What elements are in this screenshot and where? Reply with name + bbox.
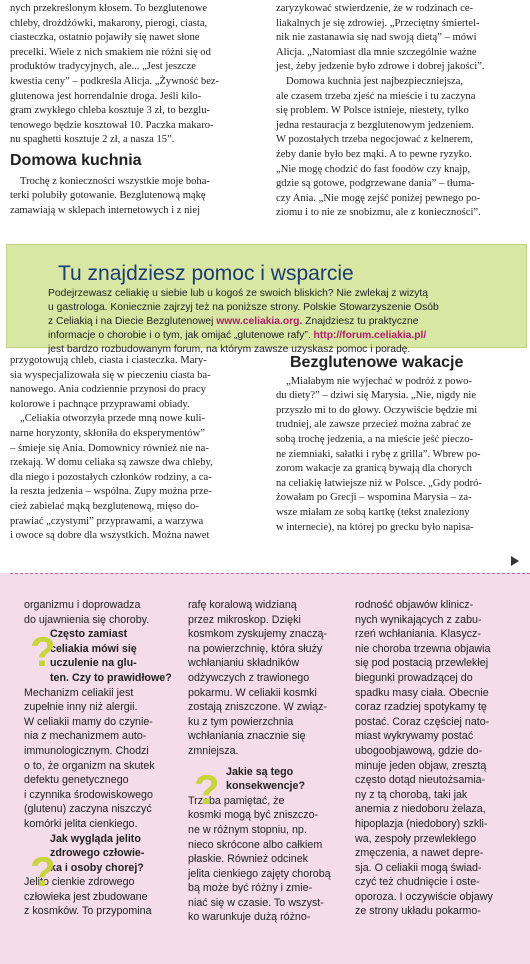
text-line: gdzie są gotowe, podgrzewane dania” – tłuma- (276, 178, 475, 190)
faq-col1-intro (24, 598, 184, 627)
text-line: rodność objawów klinicz- (355, 599, 474, 611)
text-line: zostają zniszczone. W związ- (188, 701, 327, 714)
text-line: z kosmków. To przypomina (24, 905, 152, 918)
text-line: hipoplazja (niedobory) szkli- (355, 817, 488, 830)
text-line: du diety?” – dziwi się Marysia. „Nie, nigdy nie (276, 390, 477, 402)
text-line: często dotąd nieutożsamia- (355, 774, 486, 787)
text-line: się problem. W Polsce istnieje, niestety, tylko (276, 105, 469, 117)
text-line: rafę koralową widzianą (188, 599, 297, 611)
text-line: dla niego i pozostałych członków rodziny, a ca- (10, 471, 212, 483)
top-left-after-heading (10, 175, 262, 219)
answer-3-continued (355, 598, 523, 919)
text-line: czy Ania. „Nie mogę zejść poniżej pewnego po- (276, 192, 481, 204)
text-line: liakalnych je się zdrowiej. „Przeciętny śmiertel- (276, 17, 480, 29)
text-line: o to, że organizm na skutek (24, 759, 155, 772)
help-line-2: u gastrologa. Koniecznie zajrzyj też na poniższe strony. Polskie Stowarzyszenie Osób (48, 302, 439, 313)
text-line: ciasteczka, ostatnio pojawiły się nawet słone (10, 32, 200, 44)
text-line: kosmkom zyskujemy znaczą- (188, 628, 327, 641)
celiakia-org-link[interactable]: www.celiakia.org. (216, 316, 303, 327)
text-line: sobą trochę jedzenia, a na mieście jeść pieczo- (276, 433, 474, 445)
text-line: się pod postacią przewlekłej (355, 657, 489, 670)
text-line: nanowego. Ania codziennie przynosi do pracy (10, 384, 206, 396)
help-line-3: z Celiakią i na Diecie Bezglutenowej www.celiakia.org. Znajdziesz tu praktyczne (48, 316, 419, 327)
text-line: ten. Czy to prawidłowe? (50, 671, 172, 684)
text-line: tenowego będzie kosztował 10. Paczka makaro- (10, 119, 214, 131)
text-line: W pozostałych trzeba negocjować z kelnerem, (276, 134, 473, 146)
text-line: Trochę z konieczności wszystkie moje boha- (20, 175, 210, 187)
text-line: coraz rzadziej spotykamy tę (355, 701, 487, 714)
text-line: W celiakii mamy do czynie- (24, 715, 153, 728)
text-line: ziomu i to nie ze snobizmu, ale z konieczności”. (276, 207, 481, 219)
text-line: ku z tym powierzchnia (188, 715, 294, 728)
text-line: precelki. Wiele z nich smakiem nie różni się od (10, 46, 211, 58)
text-line: nych przekreślonym kłosem. To bezglutenowe (10, 3, 208, 14)
text-line: nu spaghetti kosztuje 2 zł, a nasza 15”. (10, 134, 175, 146)
section-heading-domowa-kuchnia: Domowa kuchnia (10, 151, 142, 169)
section-heading-bezglutenowe-wakacje: Bezglutenowe wakacje (290, 354, 464, 371)
text-line: zdrowego człowie- (50, 847, 145, 860)
text-line: nieco skrócone albo całkiem (188, 838, 323, 851)
text-line: zupełnie inny niż alergii. (24, 701, 138, 714)
text-line: zamawiają w sklepach internetowych i z niej (10, 204, 201, 216)
text-line: żowałam po Grecji – wspomina Marysia – za- (276, 492, 472, 504)
top-left-text (10, 2, 262, 148)
faq-divider (10, 573, 530, 575)
text-line: wsze miałam ze sobą kartkę (tekst znaleziony (276, 506, 470, 518)
text-line: jelita cienkiego zajęty chorobą (188, 867, 331, 880)
text-line: „Nie mogę chodzić do fast foodów czy knajp, (276, 163, 471, 175)
forum-celiakia-link[interactable]: http://forum.celiakia.pl/ (313, 330, 427, 341)
text-line: człowieka jest zbudowane (24, 890, 148, 903)
text-line: chleby, drożdżówki, makarony, pierogi, ciasta, (10, 17, 208, 29)
text-line: jest, żeby jedzenie było zdrowe i dobrej jakości”. (276, 61, 485, 73)
text-line: kolorowe i pachnące przyprawami obiady. (10, 398, 190, 410)
text-line: miast wykrywamy postać (355, 730, 474, 743)
text-line: defektu genetycznego (24, 774, 129, 787)
text-line: w internecie), na której po grecku było napisa- (276, 521, 474, 533)
text-line: ny z tą chorobą, taki jak (355, 788, 468, 801)
text-line: anemia z niedoboru żelaza, (355, 803, 486, 816)
help-box-text (48, 287, 518, 357)
middle-left-column (10, 354, 262, 544)
text-line: rzekają. W domu celiaka są zawsze dwa chleby, (10, 457, 213, 469)
text-line: jedna restauracja z bezglutenowym jedzeniem. (276, 119, 474, 131)
middle-right-column (276, 354, 514, 535)
middle-left-text (10, 354, 262, 544)
top-right-column (276, 2, 522, 221)
text-line: przyszło mi to do głowy. Oczywiście będzie mi (276, 404, 478, 416)
text-line: spadku masy ciała. Obecnie (355, 686, 489, 699)
top-right-text (276, 2, 522, 221)
text-line: immunologicznym. Chodzi (24, 744, 149, 757)
help-line-5: jest bardzo rozbudowanym forum, na którym zawsze uzyskasz pomoc i poradę. (48, 344, 411, 355)
text-line: nych wynikających z zabu- (355, 613, 482, 626)
text-line: bą może być różny i zmie- (188, 882, 313, 895)
answer-3 (188, 794, 348, 925)
text-line: komórki jelita cienkiego. (24, 817, 138, 830)
text-line: ła reszta jedzenia – wspólna. Zupy można prze- (10, 486, 212, 498)
question-2 (50, 832, 184, 876)
text-line: zmęczenia, a nawet depre- (355, 847, 484, 860)
text-line: „Miałabym nie wyjechać w podróż z powo- (286, 375, 472, 387)
text-line: terki polubiły gotowanie. Bezglutenową mąkę (10, 190, 206, 202)
text-line: zorom wakacje za granicą bywają dla chorych (276, 463, 472, 475)
text-line: niać się w czasie. To wszyst- (188, 896, 324, 909)
text-line: i czynnika środowiskowego (24, 788, 153, 801)
text-line: sia wyspecjalizowała się w pieczeniu ciasta ba- (10, 369, 211, 381)
middle-right-text (276, 375, 514, 536)
text-line: kwestia ceny” – podkreśla Alicja. „Żywność bez- (10, 75, 220, 87)
text-line: Domowa kuchnia jest najbezpieczniejsza, (286, 75, 464, 87)
text-line: ze strony układu pokarmo- (355, 905, 481, 918)
text-line: Jakie są tego (226, 765, 294, 778)
text-line: przez mikroskop. Dzięki (188, 613, 301, 626)
text-line: Trzeba pamiętać, że (188, 794, 285, 807)
text-line: trudniej, ale zawsze przecież można zabrać ze (276, 419, 471, 431)
text-line: wchłanianiu składników (188, 657, 300, 670)
text-line: Często zamiast (50, 628, 128, 641)
question-mark-icon: ? (194, 766, 220, 813)
text-line: przygotowują chleb, ciasta i ciasteczka. Mary- (10, 355, 207, 366)
text-line: nia z mechanizmem auto- (24, 730, 147, 743)
text-line: gram zwykłego chleba kosztuje 3 zł, to bezglu- (10, 105, 211, 117)
text-line: rzeń wchłaniania. Klasycz- (355, 628, 481, 641)
text-line: ubogoobjawową, gdzie do- (355, 744, 483, 757)
text-line: czyć też chudnięcie i oste- (355, 876, 480, 889)
text-line: ne w różnym stopniu, np. (188, 823, 307, 836)
text-line: uczulenie na glu- (50, 657, 137, 670)
question-mark-icon: ? (30, 848, 56, 895)
text-line: konsekwencje? (226, 780, 306, 793)
text-line: biegunki prowadzącej do (355, 671, 473, 684)
text-line: sja. O celiakii mogą świad- (355, 861, 482, 874)
text-line: ale czasem trzeba zjeść na mieście i tu zaczyna (276, 90, 476, 102)
continue-arrow-icon (511, 556, 519, 566)
help-line-4: informacje o chorobie i o tym, jak omijać „glutenowe rafy”. http://forum.celiakia.pl/ (48, 330, 427, 341)
text-line: Mechanizm celiakii jest (24, 686, 134, 699)
text-line: ne ziemniaki, sałatki i rybę z grilla”. Wbrew po- (276, 448, 481, 460)
faq-column-3 (355, 598, 523, 919)
text-line: kosmki mogą być zniszczo- (188, 809, 319, 822)
text-line: Jelito cienkie zdrowego (24, 876, 135, 889)
text-line: organizmu i doprowadza (24, 599, 141, 611)
text-line: prawiać „czystymi” przyprawami, a warzywa (10, 515, 204, 527)
question-1 (50, 627, 184, 685)
text-line: glutenowa jest horrendalnie droga. Jeśli kilo- (10, 90, 202, 102)
text-line: do ujawnienia się choroby. (24, 613, 150, 626)
question-mark-icon: ? (30, 628, 56, 675)
text-line: na powierzchnię, która służy (188, 642, 323, 655)
faq-column-2 (188, 598, 348, 925)
text-line: nik nie zastanawia się nad swoją dietą” – mówi (276, 32, 477, 44)
text-line: Alicja. „Natomiast dla mnie szczególnie ważne (276, 46, 477, 58)
text-line: nie choroba trzewna objawia (355, 642, 491, 655)
text-line: żeby danie było bez mąki. A to pewne ryzyko. (276, 148, 472, 160)
text-line: – śmieje się Ania. Domownicy również nie na- (10, 442, 209, 454)
text-line: celiakia mówi się (50, 642, 137, 655)
question-3 (226, 765, 348, 794)
text-line: wa, zespoły przewlekłego (355, 832, 477, 845)
top-left-column (10, 2, 262, 218)
answer-2-continued (188, 598, 348, 759)
text-line: pokarmu. W celiakii kosmki (188, 686, 317, 699)
help-box-title: Tu znajdziesz pomoc i wsparcie (58, 262, 354, 285)
text-line: narne horyzonty, skłoniła do eksperymentów” (10, 427, 205, 439)
text-line: ko warunkuje dużą różno- (188, 911, 311, 924)
text-line: cież zabielać mąką bezglutenową, mięso do- (10, 500, 199, 512)
text-line: wchłaniania znacznie się (188, 730, 306, 743)
text-line: na celiakię łatwiejsze niż w Polsce. „Gdy podró- (276, 477, 482, 489)
text-line: ka i osoby chorej? (50, 861, 144, 874)
text-line: produktów tradycyjnych, ale... „Jest jeszcze (10, 61, 196, 73)
text-line: odżywczych z trawionego (188, 671, 310, 684)
text-line: Jak wygląda jelito (50, 832, 141, 845)
text-line: (glutenu) zaczyna niszczyć (24, 803, 152, 816)
answer-1 (24, 686, 184, 832)
text-line: płaskie. Również odcinek (188, 853, 308, 866)
text-line: minuje jeden objaw, zresztą (355, 759, 487, 772)
text-line: zmniejsza. (188, 744, 239, 757)
text-line: oporoza. I oczywiście objawy (355, 890, 493, 903)
text-line: „Celiakia otworzyła przede mną nowe kuli- (20, 413, 206, 425)
text-line: postać. Coraz częściej nato- (355, 715, 490, 728)
text-line: i owoce są dobre dla wszystkich. Można nawet (10, 530, 210, 542)
help-line-1: Podejrzewasz celiakię u siebie lub u kogoś ze swoich bliskich? Nie zwlekaj z wizytą (48, 288, 429, 299)
text-line: zaryzykować stwierdzenie, że w rodzinach ce- (276, 3, 474, 14)
